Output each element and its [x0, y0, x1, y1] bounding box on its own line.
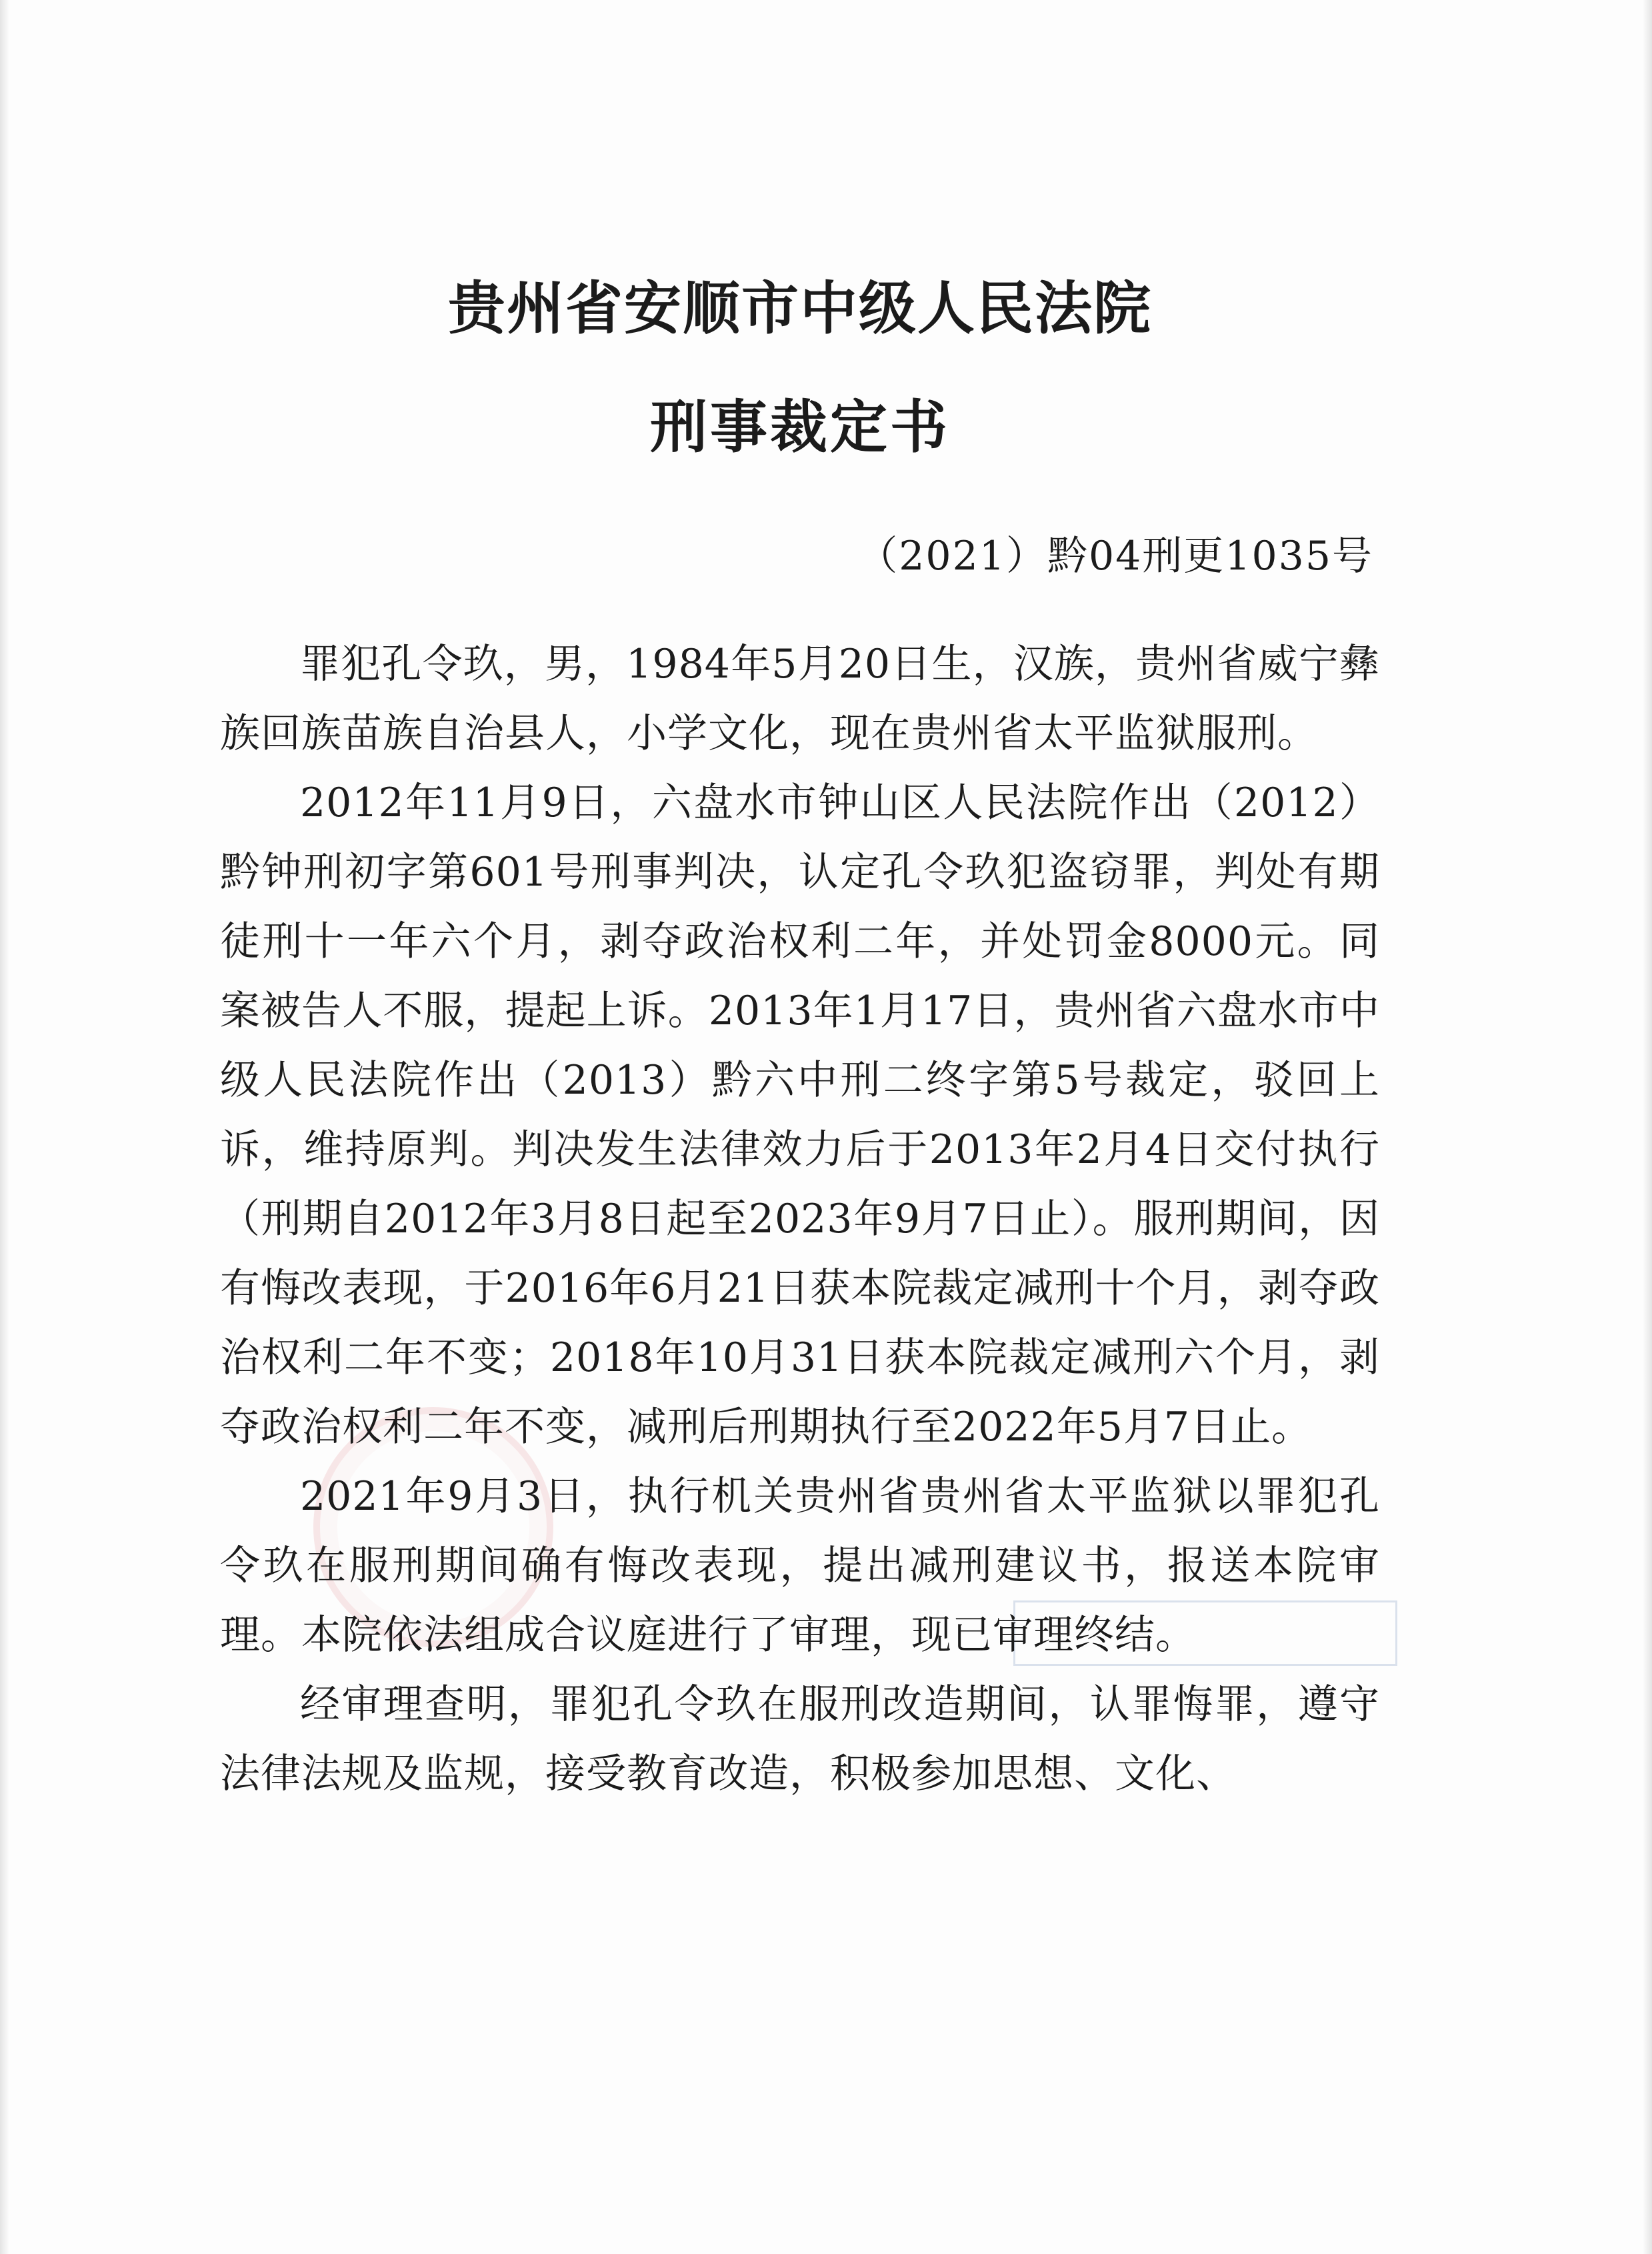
document-content — [220, 275, 1380, 1809]
court-name: 贵州省安顺市中级人民法院 — [448, 275, 1152, 342]
paragraph-findings: 经审理查明，罪犯孔令玖在服刑改造期间，认罪悔罪，遵守法律法规及监规，接受教育改造，积极参加思想、文化、 — [220, 1681, 1380, 1797]
left-page-edge — [0, 0, 9, 2254]
case-number: （2021）黔04刑更1035号 — [857, 533, 1373, 580]
document-type: 刑事裁定书 — [650, 393, 950, 461]
paragraph-proposal: 2021年9月3日，执行机关贵州省贵州省太平监狱以罪犯孔令玖在服刑期间确有悔改表现，提出减刑建议书，报送本院审理。本院依法组成合议庭进行了审理，现已审理终结。 — [220, 1473, 1380, 1658]
paragraph-defendant-info: 罪犯孔令玖，男，1984年5月20日生，汉族，贵州省威宁彝族回族苗族自治县人，小学文化，现在贵州省太平监狱服刑。 — [220, 641, 1380, 757]
right-page-edge — [1643, 0, 1652, 2254]
paragraph-case-history: 2012年11月9日，六盘水市钟山区人民法院作出（2012）黔钟刑初字第601号刑事判决，认定孔令玖犯盗窃罪，判处有期徒刑十一年六个月，剥夺政治权利二年，并处罚金8000元。同案被告人不服，提起上诉。2013年1月17日，贵州省六盘水市中级人民法院作出（2013）黔六中刑二终字第5号裁定，驳回上诉，维持原判。判决发生法律效力后于2013年2月4日交付执行（刑期自2012年3月8日起至2023年9月7日止）。服刑期间，因有悔改表现，于2016年6月21日获本院裁定减刑十个月，剥夺政治权利二年不变；2018年10月31日获本院裁定减刑六个月，剥夺政治权利二年不变，减刑后刑期执行至2022年5月7日止。 — [220, 780, 1380, 1450]
